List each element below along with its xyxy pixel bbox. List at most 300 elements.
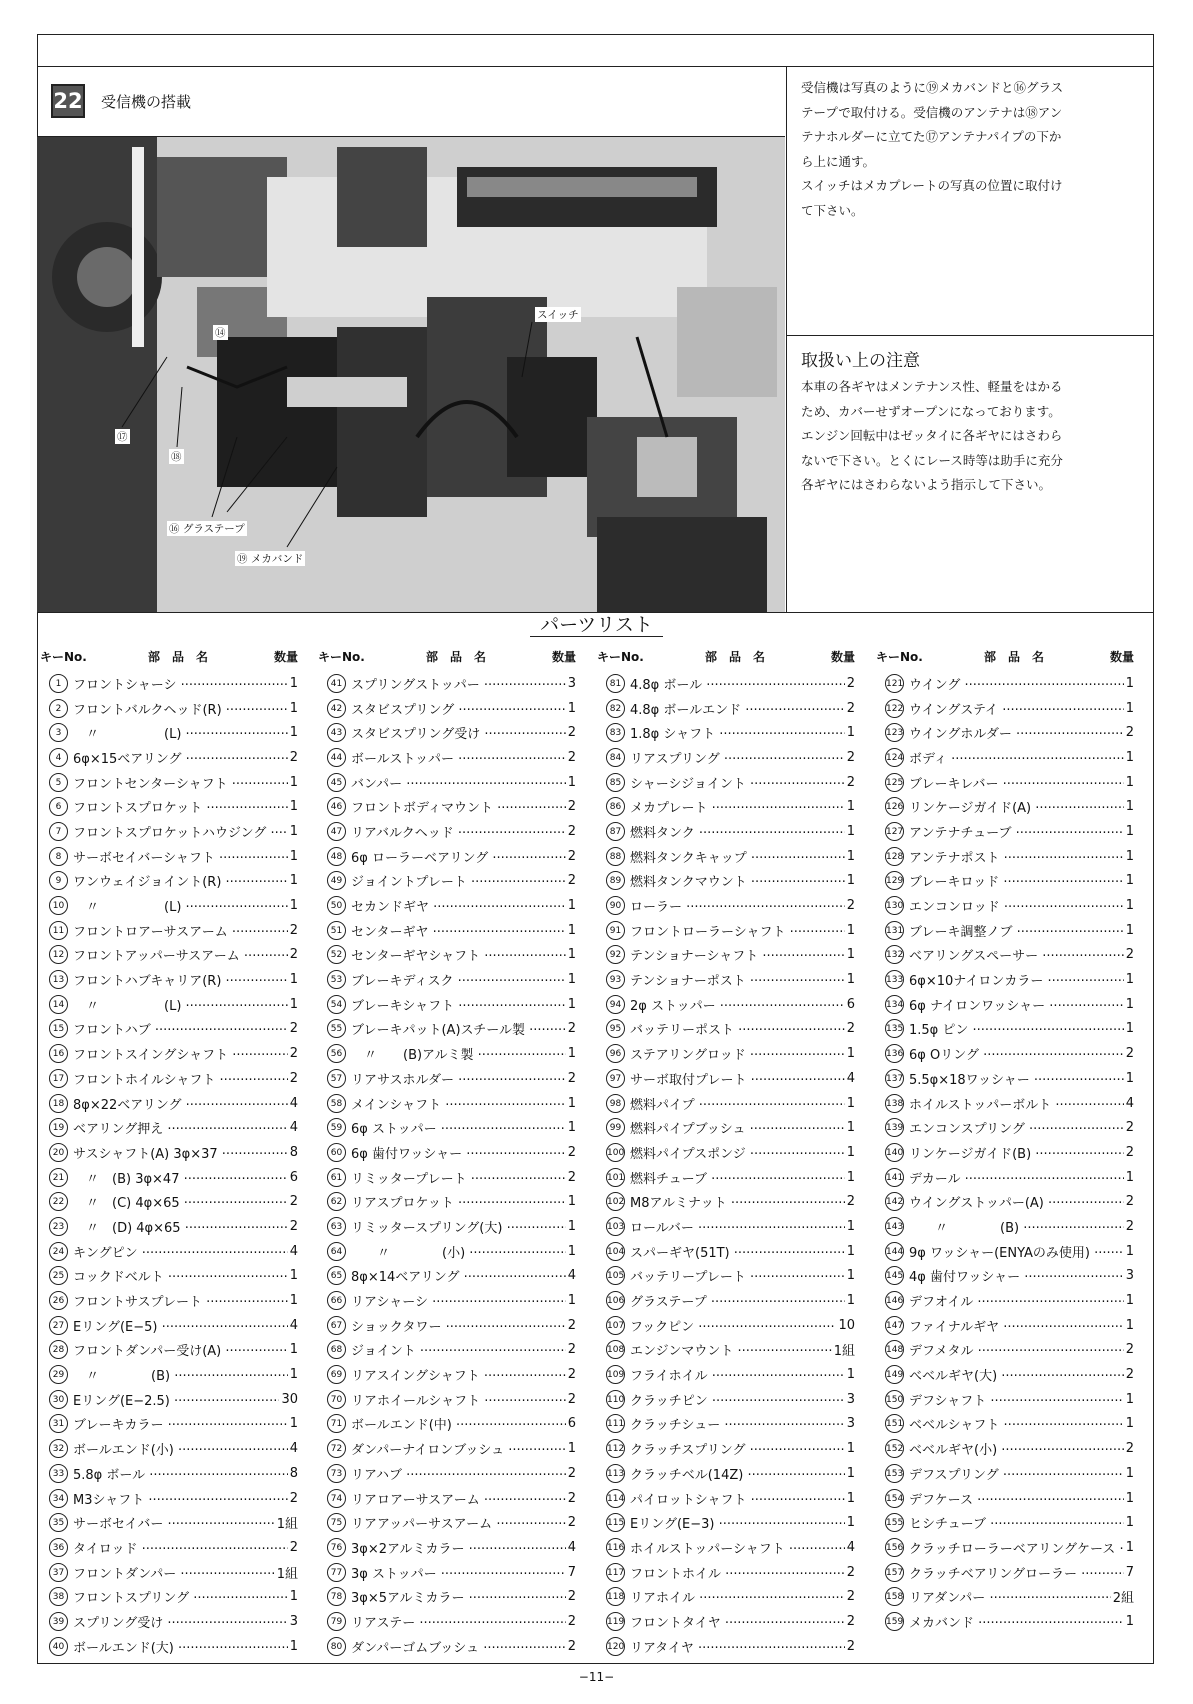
- parts-row: [32, 1461, 302, 1486]
- part-name: ベベルシャフト ·····: [909, 1414, 1124, 1433]
- parts-row: [868, 1338, 1138, 1363]
- part-name: デフオイル ·····: [909, 1291, 1124, 1310]
- parts-row: [32, 1486, 302, 1511]
- parts-row: [868, 1609, 1138, 1634]
- parts-row: [868, 1115, 1138, 1140]
- part-name: 5.8φ ボール ·····: [73, 1464, 288, 1483]
- key-number: 18: [49, 1094, 68, 1113]
- parts-row: [310, 893, 580, 918]
- part-quantity: 1: [846, 1441, 855, 1457]
- parts-row: [310, 918, 580, 943]
- parts-row: [589, 720, 859, 745]
- part-name: 〃 (L) ·····: [73, 896, 288, 915]
- key-number: 85: [606, 773, 625, 792]
- parts-row: [589, 967, 859, 992]
- key-number: 17: [49, 1069, 68, 1088]
- part-quantity: 3: [846, 1416, 855, 1432]
- part-quantity: 1: [567, 1441, 576, 1457]
- parts-row: [589, 1535, 859, 1560]
- caution-line: 本車の各ギヤはメンテナンス性、軽量をはかる: [801, 379, 1063, 394]
- instruction-line: テナホルダーに立てた⑰アンテナパイプの下か: [801, 129, 1062, 144]
- part-quantity: 2: [567, 1613, 576, 1629]
- key-number: 110: [606, 1390, 625, 1409]
- part-quantity: 1: [289, 898, 298, 914]
- part-name: サスシャフト(A) 3φ×37 ·····: [73, 1143, 288, 1162]
- parts-row: [589, 1634, 859, 1659]
- key-number: 52: [327, 945, 346, 964]
- part-name: 燃料タンクマウント ·····: [630, 871, 845, 890]
- parts-row: [310, 1387, 580, 1412]
- part-name: デフメタル ·····: [909, 1340, 1124, 1359]
- parts-row: [310, 1140, 580, 1165]
- part-quantity: 2: [1125, 725, 1134, 741]
- key-number: 129: [885, 871, 904, 890]
- parts-row: [310, 1214, 580, 1239]
- part-name: ボールエンド(小) ·····: [73, 1439, 288, 1458]
- key-number: 43: [327, 723, 346, 742]
- parts-row: [868, 943, 1138, 968]
- part-name: サーボセイバー ·····: [73, 1513, 275, 1532]
- key-number: 78: [327, 1587, 346, 1606]
- part-quantity: 4: [289, 1243, 298, 1259]
- key-number: 4: [49, 748, 68, 767]
- key-number: 54: [327, 995, 346, 1014]
- key-number: 131: [885, 921, 904, 940]
- part-quantity: 3: [1125, 1268, 1134, 1284]
- part-name: 〃 (B) 3φ×47 ·····: [73, 1168, 288, 1187]
- parts-row: [868, 1510, 1138, 1535]
- part-name: クラッチベアリングローラー ·····: [909, 1563, 1124, 1582]
- key-number: 41: [327, 674, 346, 693]
- key-number: 102: [606, 1192, 625, 1211]
- part-name: ブレーキパット(A)スチール製 ·····: [351, 1019, 566, 1038]
- part-quantity: 1: [1125, 1515, 1134, 1531]
- part-quantity: 1: [846, 725, 855, 741]
- part-quantity: 1: [1125, 1465, 1134, 1481]
- key-number: 39: [49, 1612, 68, 1631]
- parts-row: [589, 1362, 859, 1387]
- part-name: クラッチローラーベアリングケース ·····: [909, 1538, 1124, 1557]
- part-quantity: 1: [1125, 823, 1134, 839]
- key-number: 10: [49, 896, 68, 915]
- part-name: 9φ ワッシャー(ENYAのみ使用) ·····: [909, 1242, 1124, 1261]
- part-name: メカプレート ·····: [630, 797, 845, 816]
- key-number: 124: [885, 748, 904, 767]
- part-name: ブレーキシャフト ·····: [351, 995, 566, 1014]
- key-number: 6: [49, 797, 68, 816]
- part-name: 〃 (D) 4φ×65 ·····: [73, 1217, 288, 1236]
- part-quantity: 2: [289, 1490, 298, 1506]
- photo-illustration: [37, 137, 785, 613]
- key-number: 34: [49, 1489, 68, 1508]
- part-name: 6φ Oリング ·····: [909, 1044, 1124, 1063]
- part-name: 6φ×15ベアリング ·····: [73, 748, 288, 767]
- key-number: 36: [49, 1538, 68, 1557]
- part-name: 5.5φ×18ワッシャー ·····: [909, 1069, 1124, 1088]
- key-number: 64: [327, 1242, 346, 1261]
- key-number: 120: [606, 1637, 625, 1656]
- part-name: 4φ 歯付ワッシャー ·····: [909, 1266, 1124, 1285]
- parts-row: [32, 1214, 302, 1239]
- parts-row: [32, 967, 302, 992]
- parts-column: [310, 671, 580, 1659]
- key-number: 127: [885, 822, 904, 841]
- parts-row: [32, 1387, 302, 1412]
- part-quantity: 2: [289, 947, 298, 963]
- parts-row: [310, 1486, 580, 1511]
- part-quantity: 2: [567, 1367, 576, 1383]
- part-name: クラッチスプリング ·····: [630, 1439, 845, 1458]
- caution-line: エンジン回転中はゼッタイに各ギヤにはさわら: [801, 428, 1063, 443]
- key-number: 21: [49, 1168, 68, 1187]
- part-quantity: 2: [567, 1391, 576, 1407]
- part-name: ヒシチューブ ·····: [909, 1513, 1124, 1532]
- key-number: 144: [885, 1242, 904, 1261]
- header-qty: 数量: [551, 650, 576, 664]
- part-quantity: 1: [1125, 1317, 1134, 1333]
- parts-row: [868, 1461, 1138, 1486]
- part-quantity: 1: [289, 1342, 298, 1358]
- key-number: 123: [885, 723, 904, 742]
- part-quantity: 1: [1125, 1070, 1134, 1086]
- key-number: 29: [49, 1365, 68, 1384]
- part-name: フロントセンターシャフト ·····: [73, 773, 288, 792]
- part-name: リアステー ·····: [351, 1612, 566, 1631]
- part-name: ベアリング押え ·····: [73, 1118, 288, 1137]
- part-name: 燃料パイプスポンジ ·····: [630, 1143, 845, 1162]
- part-name: リアサスホルダー ·····: [351, 1069, 566, 1088]
- part-quantity: 1組: [276, 1566, 298, 1582]
- part-name: アンテナポスト ·····: [909, 847, 1124, 866]
- parts-row: [310, 992, 580, 1017]
- part-quantity: 1: [846, 1046, 855, 1062]
- parts-row: [868, 1288, 1138, 1313]
- part-name: スパーギヤ(51T) ·····: [630, 1242, 845, 1261]
- key-number: 135: [885, 1019, 904, 1038]
- part-quantity: 2: [1125, 1218, 1134, 1234]
- part-name: リミッタースプリング(大) ·····: [351, 1217, 566, 1236]
- parts-row: [32, 819, 302, 844]
- key-number: 73: [327, 1464, 346, 1483]
- parts-row: [868, 1165, 1138, 1190]
- part-quantity: 2: [567, 1342, 576, 1358]
- part-quantity: 1: [289, 1268, 298, 1284]
- key-number: 66: [327, 1291, 346, 1310]
- part-name: フロントハブキャリア(R) ·····: [73, 970, 288, 989]
- key-number: 33: [49, 1464, 68, 1483]
- part-quantity: 2: [567, 1317, 576, 1333]
- parts-row: [310, 1115, 580, 1140]
- parts-row: [868, 1584, 1138, 1609]
- key-number: 12: [49, 945, 68, 964]
- part-name: ボディ ·····: [909, 748, 1124, 767]
- key-number: 143: [885, 1217, 904, 1236]
- key-number: 117: [606, 1563, 625, 1582]
- key-number: 45: [327, 773, 346, 792]
- part-quantity: 1: [567, 1046, 576, 1062]
- part-quantity: 2: [567, 823, 576, 839]
- part-quantity: 1: [846, 1218, 855, 1234]
- parts-row: [32, 770, 302, 795]
- parts-row: [32, 1584, 302, 1609]
- part-name: フロントボディマウント ·····: [351, 797, 566, 816]
- parts-row: [32, 1189, 302, 1214]
- instruction-line: テープで取付ける。受信機のアンテナは⑱アン: [801, 104, 1063, 120]
- part-quantity: 2: [567, 1589, 576, 1605]
- key-number: 134: [885, 995, 904, 1014]
- key-number: 93: [606, 970, 625, 989]
- key-number: 138: [885, 1094, 904, 1113]
- parts-row: [310, 1560, 580, 1585]
- receiver-photo: [37, 136, 785, 613]
- parts-row: [868, 1436, 1138, 1461]
- parts-row: [868, 844, 1138, 869]
- parts-header-row: [597, 648, 855, 665]
- part-quantity: 1: [846, 1144, 855, 1160]
- part-quantity: 1: [846, 1515, 855, 1531]
- key-number: 69: [327, 1365, 346, 1384]
- parts-row: [589, 1066, 859, 1091]
- key-number: 155: [885, 1513, 904, 1532]
- parts-row: [310, 1239, 580, 1264]
- parts-row: [589, 918, 859, 943]
- part-quantity: 1: [567, 1293, 576, 1309]
- part-name: リアスイングシャフト ·····: [351, 1365, 566, 1384]
- key-number: 154: [885, 1489, 904, 1508]
- parts-row: [310, 1535, 580, 1560]
- part-name: 燃料タンク ·····: [630, 822, 845, 841]
- step-number: 22: [51, 84, 85, 118]
- key-number: 56: [327, 1044, 346, 1063]
- part-name: ウイング ·····: [909, 674, 1124, 693]
- parts-row: [32, 918, 302, 943]
- part-name: エンコンロッド ·····: [909, 896, 1124, 915]
- part-name: デカール ·····: [909, 1168, 1124, 1187]
- key-number: 130: [885, 896, 904, 915]
- key-number: 23: [49, 1217, 68, 1236]
- key-number: 105: [606, 1266, 625, 1285]
- parts-row: [32, 745, 302, 770]
- part-quantity: 1: [289, 823, 298, 839]
- key-number: 20: [49, 1143, 68, 1162]
- part-name: クラッチベル(14Z) ·····: [630, 1464, 845, 1483]
- part-quantity: 1: [567, 1243, 576, 1259]
- part-quantity: 2: [846, 1638, 855, 1654]
- part-quantity: 1: [567, 1218, 576, 1234]
- key-number: 122: [885, 699, 904, 718]
- part-name: ローラー ·····: [630, 896, 845, 915]
- part-quantity: 1: [289, 873, 298, 889]
- part-quantity: 1: [289, 848, 298, 864]
- part-name: フロントスプリング ·····: [73, 1587, 288, 1606]
- part-quantity: 1: [1125, 1391, 1134, 1407]
- part-quantity: 4: [846, 1070, 855, 1086]
- key-number: 106: [606, 1291, 625, 1310]
- part-quantity: 1: [1125, 1613, 1134, 1629]
- key-number: 40: [49, 1637, 68, 1656]
- parts-row: [589, 1609, 859, 1634]
- part-quantity: 2: [567, 749, 576, 765]
- parts-list-title-text: パーツリスト: [530, 614, 663, 637]
- part-name: 〃 (L) ·····: [73, 995, 288, 1014]
- part-name: 〃 (小) ·····: [351, 1242, 566, 1261]
- key-number: 50: [327, 896, 346, 915]
- key-number: 126: [885, 797, 904, 816]
- part-name: スプリング受け ·····: [73, 1612, 288, 1631]
- part-name: キングピン ·····: [73, 1242, 288, 1261]
- header-name: 部 品 名: [704, 650, 765, 664]
- parts-row: [310, 844, 580, 869]
- part-name: ボールエンド(大) ·····: [73, 1637, 288, 1656]
- part-quantity: 1: [289, 1589, 298, 1605]
- parts-row: [310, 1412, 580, 1437]
- key-number: 137: [885, 1069, 904, 1088]
- key-number: 48: [327, 847, 346, 866]
- parts-row: [310, 671, 580, 696]
- part-name: 6φ×10ナイロンカラー ·····: [909, 970, 1124, 989]
- part-quantity: 1: [567, 922, 576, 938]
- part-name: コックドベルト ·····: [73, 1266, 288, 1285]
- parts-row: [868, 1264, 1138, 1289]
- parts-row: [32, 671, 302, 696]
- part-quantity: 2: [846, 774, 855, 790]
- part-quantity: 3: [846, 1391, 855, 1407]
- part-name: セカンドギヤ ·····: [351, 896, 566, 915]
- instruction-line: ら上に通す。: [801, 153, 876, 169]
- parts-row: [589, 770, 859, 795]
- part-quantity: 3: [289, 1613, 298, 1629]
- parts-row: [589, 844, 859, 869]
- part-name: フライホイル ·····: [630, 1365, 845, 1384]
- part-quantity: 2: [846, 675, 855, 691]
- caution-line: ないで下さい。とくにレース時等は助手に充分: [801, 452, 1063, 468]
- parts-row: [868, 1239, 1138, 1264]
- part-name: リアホイールシャフト ·····: [351, 1390, 566, 1409]
- part-name: フロントタイヤ ·····: [630, 1612, 845, 1631]
- part-quantity: 1組: [276, 1517, 298, 1533]
- key-number: 24: [49, 1242, 68, 1261]
- part-name: ブレーキ調整ノブ ·····: [909, 921, 1124, 940]
- parts-row: [868, 1362, 1138, 1387]
- part-name: エンジンマウント ·····: [630, 1340, 832, 1359]
- parts-row: [32, 943, 302, 968]
- parts-row: [310, 1091, 580, 1116]
- parts-row: [310, 1338, 580, 1363]
- key-number: 108: [606, 1340, 625, 1359]
- parts-row: [868, 745, 1138, 770]
- parts-row: [868, 770, 1138, 795]
- key-number: 87: [606, 822, 625, 841]
- key-number: 147: [885, 1316, 904, 1335]
- part-name: エンコンスプリング ·····: [909, 1118, 1124, 1137]
- key-number: 81: [606, 674, 625, 693]
- parts-row: [32, 1066, 302, 1091]
- key-number: 65: [327, 1266, 346, 1285]
- parts-row: [310, 1041, 580, 1066]
- key-number: 145: [885, 1266, 904, 1285]
- parts-row: [310, 745, 580, 770]
- key-number: 28: [49, 1340, 68, 1359]
- step-panel: [37, 66, 787, 612]
- key-number: 146: [885, 1291, 904, 1310]
- parts-row: [868, 1486, 1138, 1511]
- part-name: ファイナルギヤ ·····: [909, 1316, 1124, 1335]
- parts-row: [868, 1017, 1138, 1042]
- part-quantity: 1: [567, 972, 576, 988]
- key-number: 63: [327, 1217, 346, 1236]
- part-quantity: 1: [846, 1490, 855, 1506]
- part-quantity: 2: [567, 725, 576, 741]
- part-quantity: 10: [838, 1317, 855, 1333]
- part-quantity: 2組: [1112, 1591, 1134, 1607]
- parts-row: [589, 869, 859, 894]
- part-name: リアタイヤ ·····: [630, 1637, 845, 1656]
- parts-row: [310, 1017, 580, 1042]
- part-name: ブレーキディスク ·····: [351, 970, 566, 989]
- parts-row: [868, 720, 1138, 745]
- key-number: 118: [606, 1587, 625, 1606]
- part-quantity: 4: [567, 1539, 576, 1555]
- key-number: 2: [49, 699, 68, 718]
- parts-row: [32, 1264, 302, 1289]
- key-number: 3: [49, 723, 68, 742]
- key-number: 68: [327, 1340, 346, 1359]
- parts-row: [868, 1140, 1138, 1165]
- part-name: ベベルギヤ(大) ·····: [909, 1365, 1124, 1384]
- part-name: スタビスプリング ·····: [351, 699, 566, 718]
- caution-section: [787, 336, 1154, 612]
- parts-row: [589, 1486, 859, 1511]
- part-quantity: 8: [289, 1144, 298, 1160]
- part-name: 燃料タンクキャップ ·····: [630, 847, 845, 866]
- part-quantity: 1: [567, 700, 576, 716]
- key-number: 55: [327, 1019, 346, 1038]
- part-name: 8φ×22ベアリング ·····: [73, 1094, 288, 1113]
- part-quantity: 1: [846, 947, 855, 963]
- part-quantity: 6: [289, 1169, 298, 1185]
- part-name: フロントアッパーサスアーム ·····: [73, 945, 288, 964]
- part-name: スプリングストッパー ·····: [351, 674, 566, 693]
- instructions: [787, 66, 1154, 336]
- part-name: リンケージガイド(A) ·····: [909, 797, 1124, 816]
- key-number: 139: [885, 1118, 904, 1137]
- part-quantity: 1: [1125, 799, 1134, 815]
- part-quantity: 2: [1125, 947, 1134, 963]
- part-quantity: 2: [567, 1144, 576, 1160]
- part-name: アンテナチューブ ·····: [909, 822, 1124, 841]
- part-name: ウイングホルダー ·····: [909, 723, 1124, 742]
- part-quantity: 1: [567, 996, 576, 1012]
- key-number: 44: [327, 748, 346, 767]
- key-number: 109: [606, 1365, 625, 1384]
- part-quantity: 4: [1125, 1095, 1134, 1111]
- key-number: 89: [606, 871, 625, 890]
- key-number: 38: [49, 1587, 68, 1606]
- part-quantity: 2: [567, 848, 576, 864]
- part-quantity: 2: [567, 1490, 576, 1506]
- parts-row: [32, 1510, 302, 1535]
- part-name: ベアリングスペーサー ·····: [909, 945, 1124, 964]
- parts-row: [868, 1091, 1138, 1116]
- part-quantity: 1: [1125, 1416, 1134, 1432]
- key-number: 103: [606, 1217, 625, 1236]
- key-number: 26: [49, 1291, 68, 1310]
- part-quantity: 1: [1125, 1243, 1134, 1259]
- parts-row: [589, 1239, 859, 1264]
- part-name: フロントスプロケットハウジング ·····: [73, 822, 288, 841]
- parts-row: [32, 1313, 302, 1338]
- key-number: 153: [885, 1464, 904, 1483]
